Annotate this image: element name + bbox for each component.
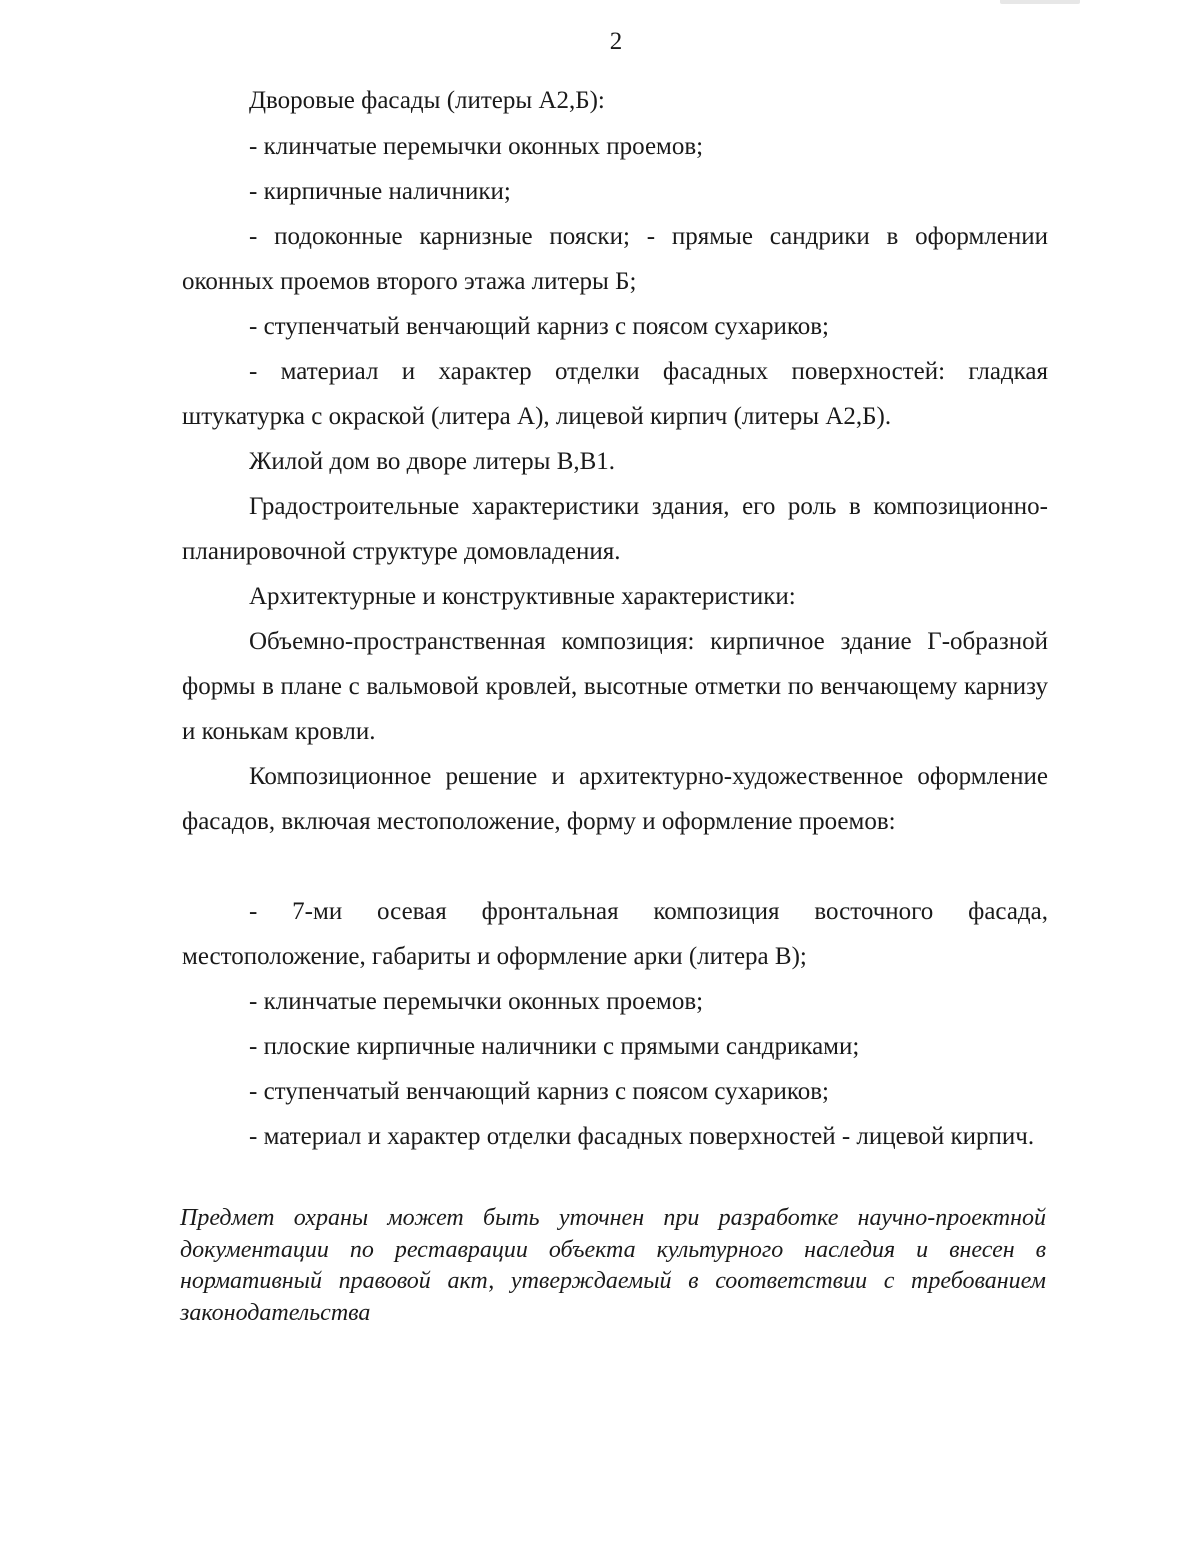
paragraph: Архитектурные и конструктивные характеристики: [249, 583, 796, 610]
italic-note: Предмет охраны может быть уточнен при разработке научно-проектной документации по реставрации объекта культурного наследия и внесен в нормативный правовой акт, утверждаемый в соответствии с требованием законодательства [180, 1205, 1046, 1326]
list-item: - 7-ми осевая фронтальная композиция восточного фасада, местоположение, габариты и оформление арки (литера В); [182, 898, 1048, 970]
page-number: 2 [609, 28, 623, 55]
list-item: - подоконные карнизные пояски; - прямые сандрики в оформлении оконных проемов второго этажа литеры Б; [182, 223, 1048, 295]
scan-artifact [1000, 0, 1080, 4]
list-item: - ступенчатый венчающий карниз с поясом сухариков; [249, 1078, 829, 1105]
list-item: - ступенчатый венчающий карниз с поясом сухариков; [249, 313, 829, 340]
list-item: - клинчатые перемычки оконных проемов; [249, 988, 704, 1015]
list-item: - клинчатые перемычки оконных проемов; [249, 133, 704, 160]
list-item: - кирпичные наличники; [249, 178, 511, 205]
list-item: - плоские кирпичные наличники с прямыми сандриками; [249, 1033, 860, 1060]
section-heading: Жилой дом во дворе литеры В,В1. [249, 448, 616, 475]
paragraph: Объемно-пространственная композиция: кирпичное здание Г-образной формы в плане с вальмовой кровлей, высотные отметки по венчающему карнизу и конькам кровли. [182, 628, 1048, 745]
paragraph-courtyard-facades: Дворовые фасады (литеры А2,Б): [249, 87, 605, 114]
list-item: - материал и характер отделки фасадных поверхностей: гладкая штукатурка с окраской (литера А), лицевой кирпич (литеры А2,Б). [182, 358, 1048, 430]
paragraph: Композиционное решение и архитектурно-художественное оформление фасадов, включая местоположение, форму и оформление проемов: [182, 763, 1048, 835]
paragraph: Градостроительные характеристики здания, его роль в композиционно-планировочной структуре домовладения. [182, 493, 1048, 565]
list-item: - материал и характер отделки фасадных поверхностей - лицевой кирпич. [249, 1123, 1035, 1150]
